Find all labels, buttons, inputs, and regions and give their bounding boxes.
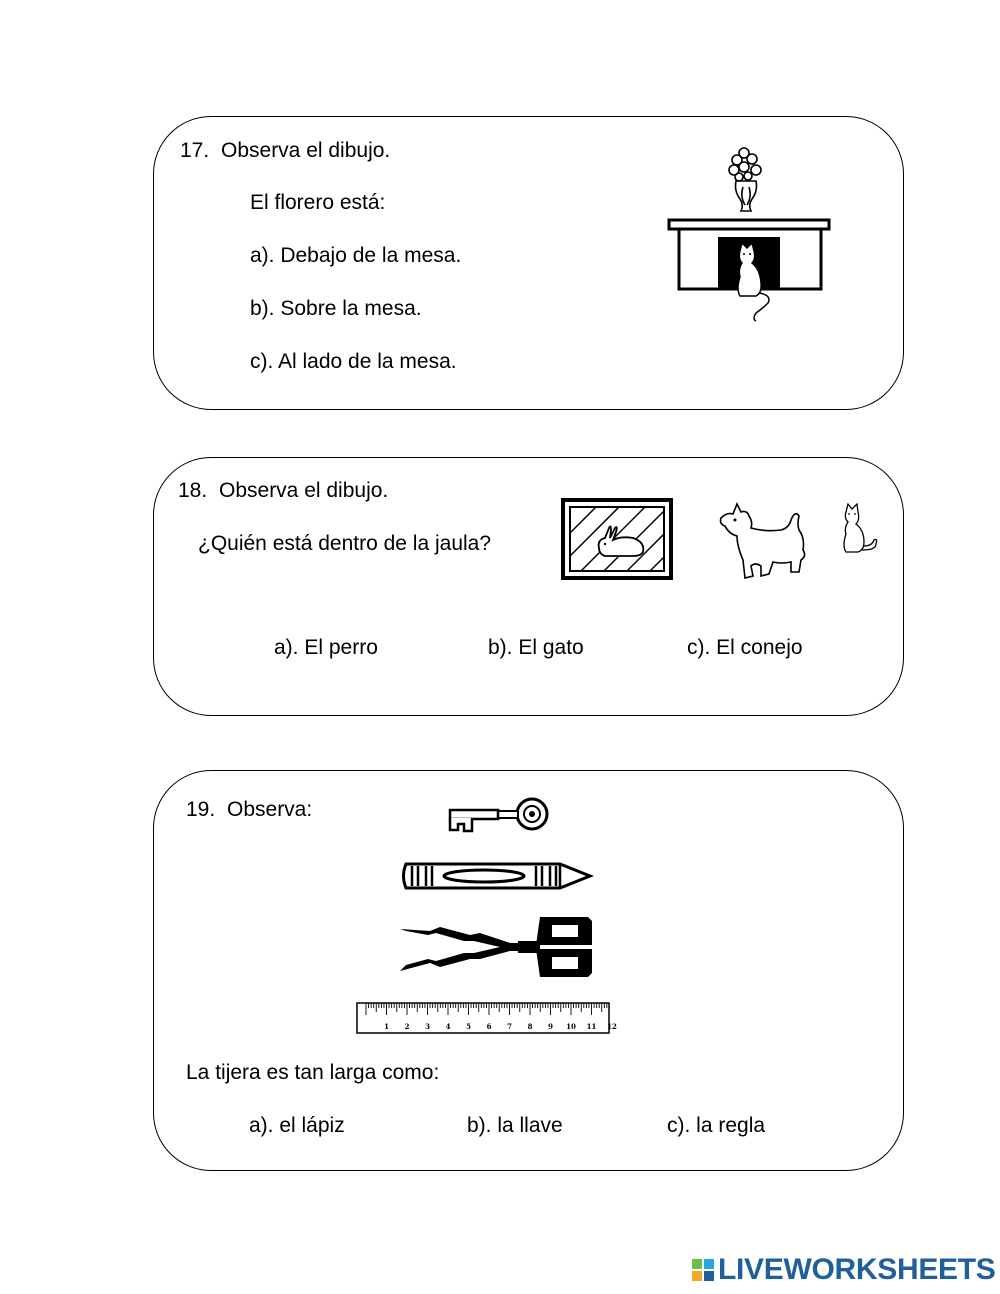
question-18-title: [178, 479, 388, 503]
question-18-prompt: ¿Quién está dentro de la jaula?: [198, 532, 492, 555]
ruler-number: 6: [486, 1022, 492, 1031]
ruler-icon: [356, 1002, 617, 1034]
question-17-option-c[interactable]: c). Al lado de la mesa.: [250, 350, 457, 373]
ruler-number: 9: [548, 1022, 553, 1031]
ruler-number: 1: [384, 1022, 389, 1031]
table-vase-cat-illustration: [664, 143, 834, 323]
question-instruction: Observa el dibujo.: [221, 139, 391, 162]
crayon-icon: [400, 861, 592, 891]
question-19-option-a[interactable]: a). el lápiz: [249, 1114, 345, 1137]
ruler-number: 3: [425, 1022, 430, 1031]
vase-icon: [729, 148, 761, 211]
ruler-number: 11: [586, 1022, 597, 1031]
dog-icon: [715, 500, 810, 580]
question-18-option-a[interactable]: a). El perro: [274, 636, 378, 659]
question-instruction: Observa:: [227, 798, 313, 821]
cat-icon: [838, 500, 882, 564]
question-18-option-c[interactable]: c). El conejo: [687, 636, 803, 659]
question-number: 19.: [186, 798, 216, 821]
question-17-prompt: El florero está:: [250, 191, 386, 214]
key-icon: [446, 796, 554, 838]
question-number: 18.: [178, 479, 208, 502]
question-17-option-a[interactable]: a). Debajo de la mesa.: [250, 244, 462, 267]
ruler-number: 8: [527, 1022, 533, 1031]
ruler-number: 10: [566, 1022, 576, 1031]
question-number: 17.: [180, 139, 210, 162]
ruler-number: 5: [466, 1022, 471, 1031]
question-18-option-b[interactable]: b). El gato: [488, 636, 584, 659]
question-19-title: [186, 798, 312, 822]
ruler-number: 12: [607, 1022, 617, 1031]
question-19-option-b[interactable]: b). la llave: [467, 1114, 563, 1137]
question-instruction: Observa el dibujo.: [219, 479, 389, 502]
ruler-number: 2: [404, 1022, 410, 1031]
brand-name[interactable]: LIVEWORKSHEETS: [718, 1253, 996, 1286]
liveworksheets-logo-icon: [692, 1253, 716, 1287]
question-17-title: [180, 139, 390, 163]
ruler-number: 7: [507, 1022, 512, 1031]
scissors-icon: [400, 915, 594, 979]
question-17-option-b[interactable]: b). Sobre la mesa.: [250, 297, 422, 320]
question-19-prompt: La tijera es tan larga como:: [186, 1061, 440, 1084]
question-19-option-c[interactable]: c). la regla: [667, 1114, 766, 1137]
cage-rabbit-illustration: [561, 498, 673, 580]
ruler-number: 4: [445, 1022, 451, 1031]
